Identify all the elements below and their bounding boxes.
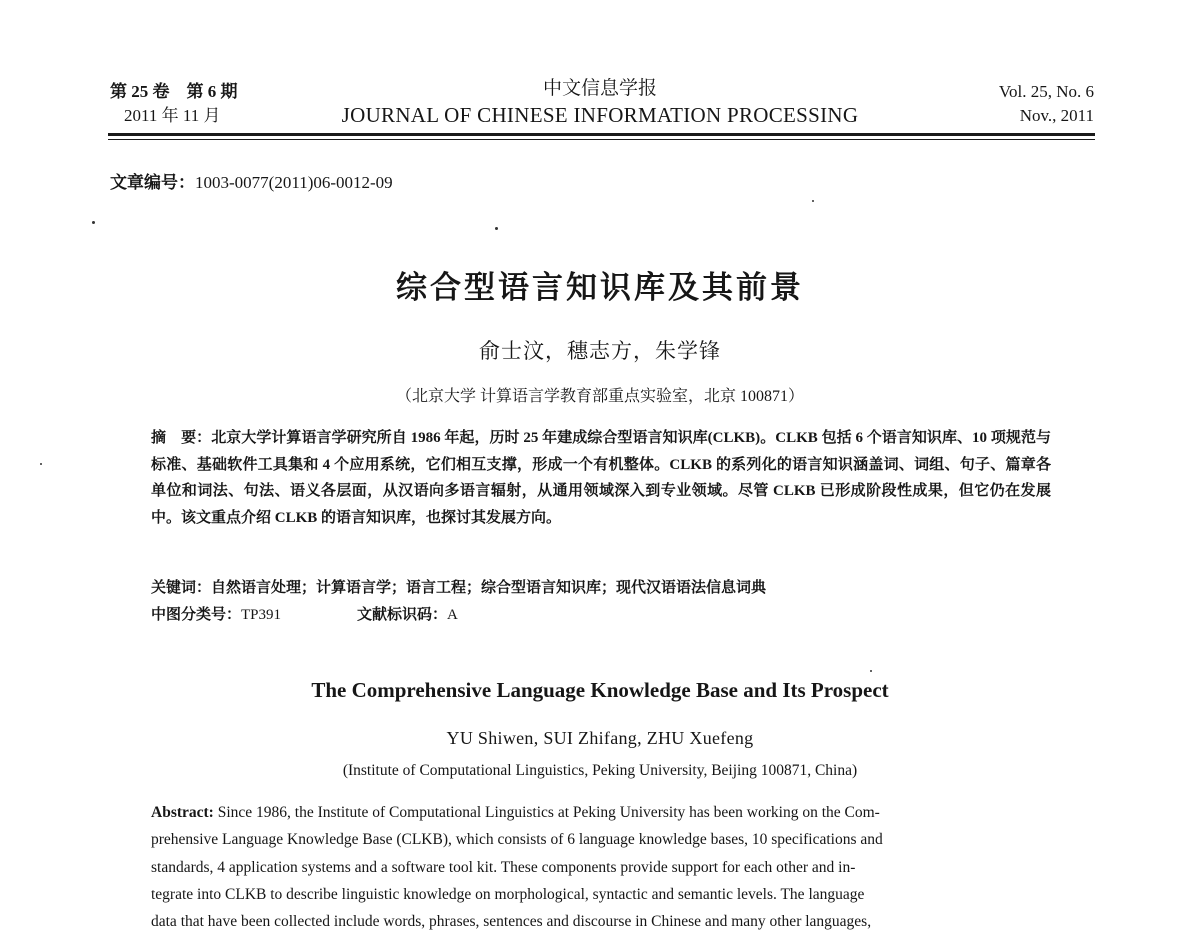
- clc-value: TP391: [241, 607, 282, 623]
- volume-en: Vol. 25, No. 6: [998, 82, 1094, 101]
- journal-name-cn: 中文信息学报: [542, 78, 657, 99]
- scan-speck: [812, 200, 814, 202]
- scan-speck: [40, 463, 42, 465]
- doc-code-label: 文献标识码：: [357, 607, 448, 623]
- header-right: [999, 80, 1094, 128]
- abstract-cn: [151, 425, 1051, 531]
- abstract-cn-text: 北京大学计算语言学研究所自 1986 年起，历时 25 年建成综合型语言知识库(CLKB)。CLKB 包括 6 个语言知识库、10 项规范与标准、基础软件工具集和 4 个应用系统，它们相互支撑，形成一个有机整体。CLKB 的系列化的语言知识涵盖词、词组、句子、篇章各单位和词法、句法、语义各层面，从汉语向多语言辐射，从通用领域深入到专业领域。尽管 CLKB 已形成阶段性成果，但它仍在发展中。该文重点介绍 CLKB 的语言知识库，也探讨其发展方向。: [151, 430, 1052, 526]
- title-en: The Comprehensive Language Knowledge Base and Its Prospect: [311, 678, 889, 702]
- title-cn: 综合型语言知识库及其前景: [396, 270, 804, 305]
- date-en: Nov., 2011: [1019, 106, 1094, 125]
- volume-issue-cn: 第 25 卷 第 6 期: [110, 82, 238, 101]
- date-cn: 2011 年 11 月: [124, 106, 221, 125]
- header-rule-thick: [108, 133, 1095, 136]
- abstract-en-label: Abstract:: [151, 804, 214, 821]
- classification-cn: [151, 603, 458, 624]
- scan-speck: [495, 227, 498, 230]
- abstract-en-line: prehensive Language Knowledge Base (CLKB), which consists of 6 language knowledge bases, 10 specifications and: [151, 831, 883, 849]
- header-center: [300, 77, 900, 129]
- affiliation-cn: （北京大学 计算语言学教育部重点实验室，北京 100871）: [395, 388, 804, 405]
- header-rule-thin: [108, 139, 1095, 140]
- abstract-en-line: tegrate into CLKB to describe linguistic knowledge on morphological, syntactic and semantic levels. The language: [151, 885, 865, 903]
- keywords-cn: [151, 576, 766, 597]
- article-number-label: 文章编号：: [110, 173, 195, 192]
- article-number: [110, 168, 393, 193]
- authors-cn: 俞士汶，穗志方，朱学锋: [479, 339, 721, 363]
- keywords-cn-label: 关键词：: [151, 580, 212, 596]
- header-left: [110, 80, 238, 128]
- doc-code-value: A: [447, 607, 458, 623]
- abstract-en-line: Abstract: Since 1986, the Institute of Computational Linguistics at Peking University has been working on the Com-: [151, 804, 880, 821]
- scan-speck: [92, 221, 95, 224]
- abstract-cn-label: 摘 要：: [151, 430, 212, 446]
- abstract-en: [151, 799, 1049, 935]
- affiliation-en: (Institute of Computational Linguistics, Peking University, Beijing 100871, China): [342, 762, 858, 779]
- keywords-cn-text: 自然语言处理；计算语言学；语言工程；综合型语言知识库；现代汉语语法信息词典: [211, 580, 767, 596]
- abstract-en-line: standards, 4 application systems and a software tool kit. These components provide support for each other and in-: [151, 858, 856, 876]
- abstract-en-line: data that have been collected include words, phrases, sentences and discourse in Chinese and many other languages,: [151, 913, 872, 931]
- clc-label: 中图分类号：: [151, 607, 242, 623]
- authors-en: YU Shiwen, SUI Zhifang, ZHU Xuefeng: [446, 728, 754, 748]
- scan-speck: [870, 670, 872, 672]
- journal-name-en: JOURNAL OF CHINESE INFORMATION PROCESSING: [341, 103, 859, 127]
- article-number-value: 1003-0077(2011)06-0012-09: [195, 173, 393, 192]
